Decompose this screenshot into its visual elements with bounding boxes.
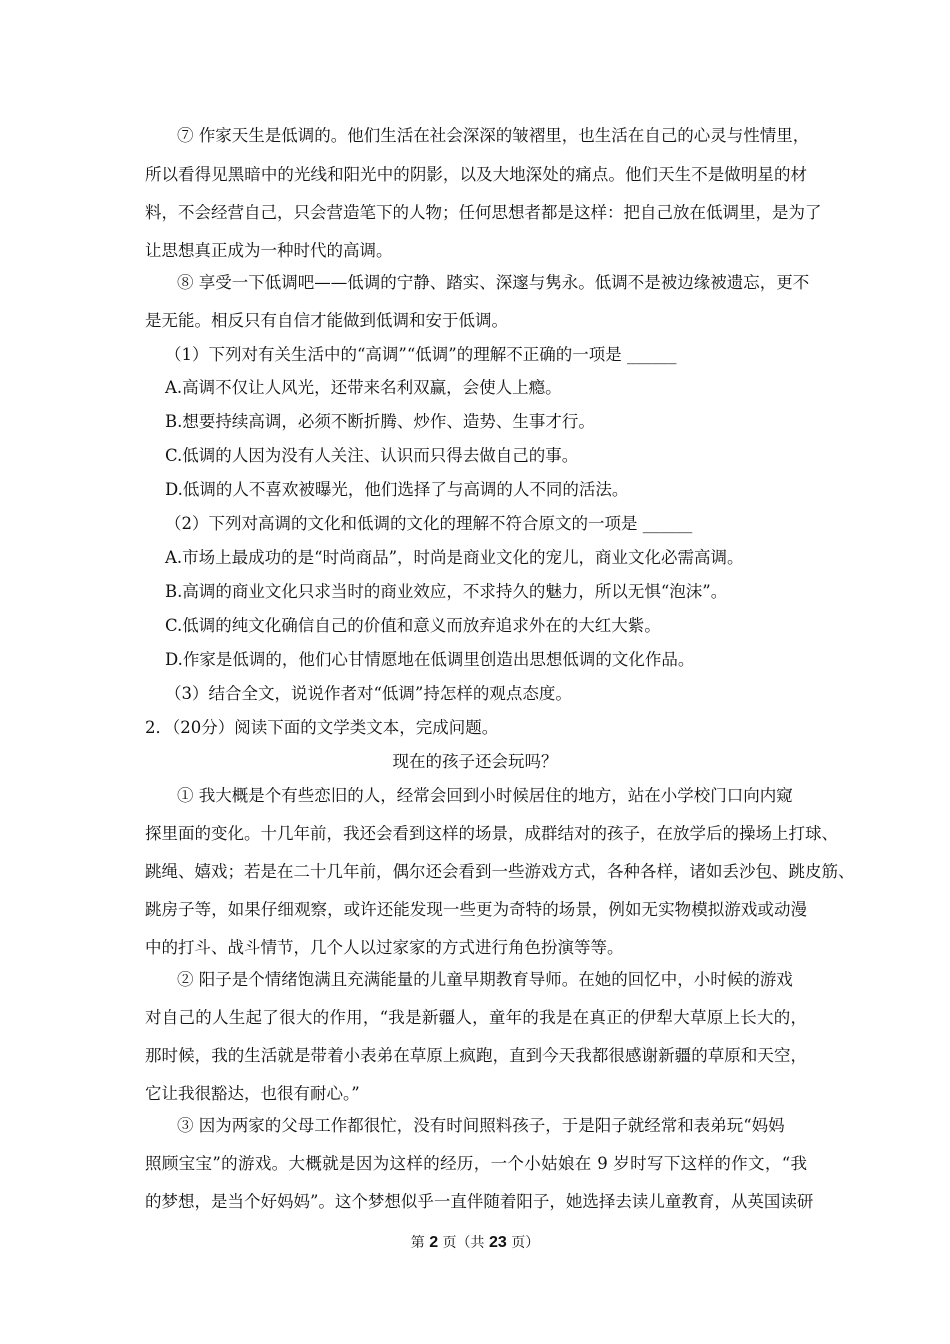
passage-paragraph-2-line-1: ② 阳子是个情绪饱满且充满能量的儿童早期教育导师。在她的回忆中，小时候的游戏 — [177, 970, 793, 989]
passage-paragraph-1-line-1: ① 我大概是个有些恋旧的人，经常会回到小时候居住的地方，站在小学校门口向内窥 — [177, 786, 793, 805]
paragraph-8-line-1: ⑧ 享受一下低调吧——低调的宁静、踏实、深邃与隽永。低调不是被边缘被遗忘，更不 — [177, 273, 810, 292]
passage-paragraph-1-line-2: 探里面的变化。十几年前，我还会看到这样的场景，成群结对的孩子，在放学后的操场上打球、 — [145, 824, 838, 843]
question-2-option-a: A.市场上最成功的是“时尚商品”，时尚是商业文化的宠儿，商业文化必需高调。 — [165, 548, 744, 567]
question-2-option-d: D.作家是低调的，他们心甘情愿地在低调里创造出思想低调的文化作品。 — [165, 650, 695, 669]
question-1-option-a: A.高调不仅让人风光，还带来名利双赢，会使人上瘾。 — [165, 378, 562, 397]
passage-paragraph-2-line-4: 它让我很豁达，也很有耐心。” — [145, 1084, 360, 1103]
passage-paragraph-3-line-2: 照顾宝宝”的游戏。大概就是因为这样的经历，一个小姑娘在 9 岁时写下这样的作文，“我 — [145, 1154, 807, 1173]
paragraph-7-line-4: 让思想真正成为一种时代的高调。 — [145, 241, 393, 260]
footer-total-pages: 23 — [489, 1234, 507, 1251]
footer-page-number: 2 — [429, 1234, 439, 1251]
question-3-stem: （3）结合全文，说说作者对“低调”持怎样的观点态度。 — [165, 684, 572, 703]
question-2-option-c: C.低调的纯文化确信自己的价值和意义而放弃追求外在的大红大紫。 — [165, 616, 661, 635]
question-2-option-b: B.高调的商业文化只求当时的商业效应，不求持久的魅力，所以无惧“泡沫”。 — [165, 582, 728, 601]
footer-middle: 页（共 — [442, 1235, 485, 1251]
passage-title: 现在的孩子还会玩吗？ — [392, 752, 558, 771]
section-2-header: 2．（20分）阅读下面的文学类文本，完成问题。 — [145, 718, 499, 737]
paragraph-8-line-2: 是无能。相反只有自信才能做到低调和安于低调。 — [145, 311, 508, 330]
question-1-option-c: C.低调的人因为没有人关注、认识而只得去做自己的事。 — [165, 446, 579, 465]
footer-suffix: 页） — [511, 1235, 540, 1251]
passage-paragraph-3-line-3: 的梦想，是当个好妈妈”。这个梦想似乎一直伴随着阳子，她选择去读儿童教育，从英国读研 — [145, 1192, 814, 1211]
paragraph-7-line-3: 料，不会经营自己，只会营造笔下的人物；任何思想者都是这样：把自己放在低调里，是为了 — [145, 203, 822, 222]
passage-paragraph-1-line-3: 跳绳、嬉戏；若是在二十几年前，偶尔还会看到一些游戏方式，各种各样，诸如丢沙包、跳皮筋、 — [145, 862, 855, 881]
passage-paragraph-1-line-5: 中的打斗、战斗情节，几个人以过家家的方式进行角色扮演等等。 — [145, 938, 624, 957]
question-1-option-d: D.低调的人不喜欢被曝光，他们选择了与高调的人不同的活法。 — [165, 480, 629, 499]
passage-paragraph-1-line-4: 跳房子等，如果仔细观察，或许还能发现一些更为奇特的场景，例如无实物模拟游戏或动漫 — [145, 900, 807, 919]
paragraph-7-line-2: 所以看得见黑暗中的光线和阳光中的阴影，以及大地深处的痛点。他们天生不是做明星的材 — [145, 165, 807, 184]
question-1-option-b: B.想要持续高调，必须不断折腾、炒作、造势、生事才行。 — [165, 412, 595, 431]
question-1-stem: （1）下列对有关生活中的“高调”“低调”的理解不正确的一项是 ______ — [165, 345, 677, 364]
page-footer — [0, 1232, 950, 1252]
footer-prefix: 第 — [410, 1235, 425, 1251]
passage-paragraph-2-line-3: 那时候，我的生活就是带着小表弟在草原上疯跑，直到今天我都很感谢新疆的草原和天空， — [145, 1046, 807, 1065]
paragraph-7-line-1: ⑦ 作家天生是低调的。他们生活在社会深深的皱褶里，也生活在自己的心灵与性情里， — [177, 126, 810, 145]
passage-paragraph-3-line-1: ③ 因为两家的父母工作都很忙，没有时间照料孩子，于是阳子就经常和表弟玩“妈妈 — [177, 1116, 785, 1135]
passage-paragraph-2-line-2: 对自己的人生起了很大的作用，“我是新疆人，童年的我是在真正的伊犁大草原上长大的， — [145, 1008, 807, 1027]
question-2-stem: （2）下列对高调的文化和低调的文化的理解不符合原文的一项是 ______ — [165, 514, 693, 533]
